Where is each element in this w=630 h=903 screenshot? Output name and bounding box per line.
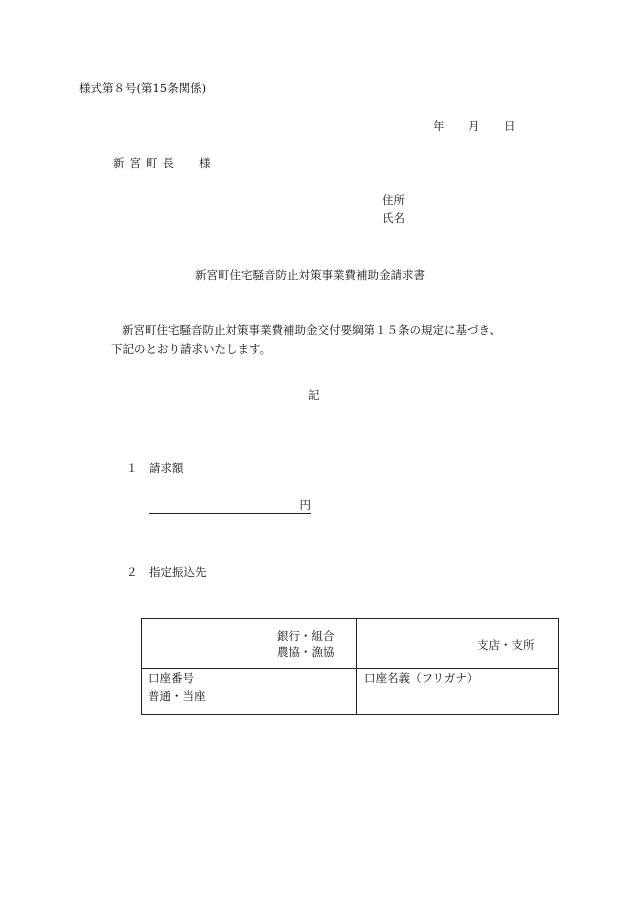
branch-label: 支店・支所 [477, 638, 535, 652]
account-number-label: 口座番号 [148, 671, 194, 685]
item2-label: ２ 指定振込先 [126, 565, 207, 579]
date-month: 月 [468, 119, 480, 133]
name-label: 氏名 [382, 211, 405, 225]
document-title: 新宮町住宅騒音防止対策事業費補助金請求書 [195, 268, 425, 282]
body-line-1: 新宮町住宅騒音防止対策事業費補助金交付要綱第１５条の規定に基づき、 [122, 323, 502, 337]
bank-account-table [141, 618, 559, 715]
form-number: 様式第８号(第15条関係) [79, 81, 207, 95]
branch-cell [357, 619, 559, 669]
address-label: 住所 [382, 193, 405, 207]
account-number-cell [142, 669, 357, 715]
bank-types-line2: 農協・漁協 [277, 645, 335, 659]
yen-unit: 円 [299, 498, 311, 512]
account-holder-label: 口座名義（フリガナ） [364, 671, 479, 685]
amount-field [149, 498, 311, 514]
item1-label: １ 請求額 [126, 461, 184, 475]
body-line-2: 下記のとおり請求いたします。 [111, 342, 272, 356]
bank-types-line1: 銀行・組合 [277, 629, 335, 643]
addressee-honorific: 様 [199, 156, 211, 170]
ki-heading: 記 [308, 388, 320, 402]
addressee-name: 新宮町長 [113, 156, 179, 170]
date-year: 年 [433, 119, 445, 133]
account-holder-cell [357, 669, 559, 715]
account-type-label: 普通・当座 [148, 689, 206, 703]
date-day: 日 [504, 119, 516, 133]
bank-name-cell [142, 619, 357, 669]
